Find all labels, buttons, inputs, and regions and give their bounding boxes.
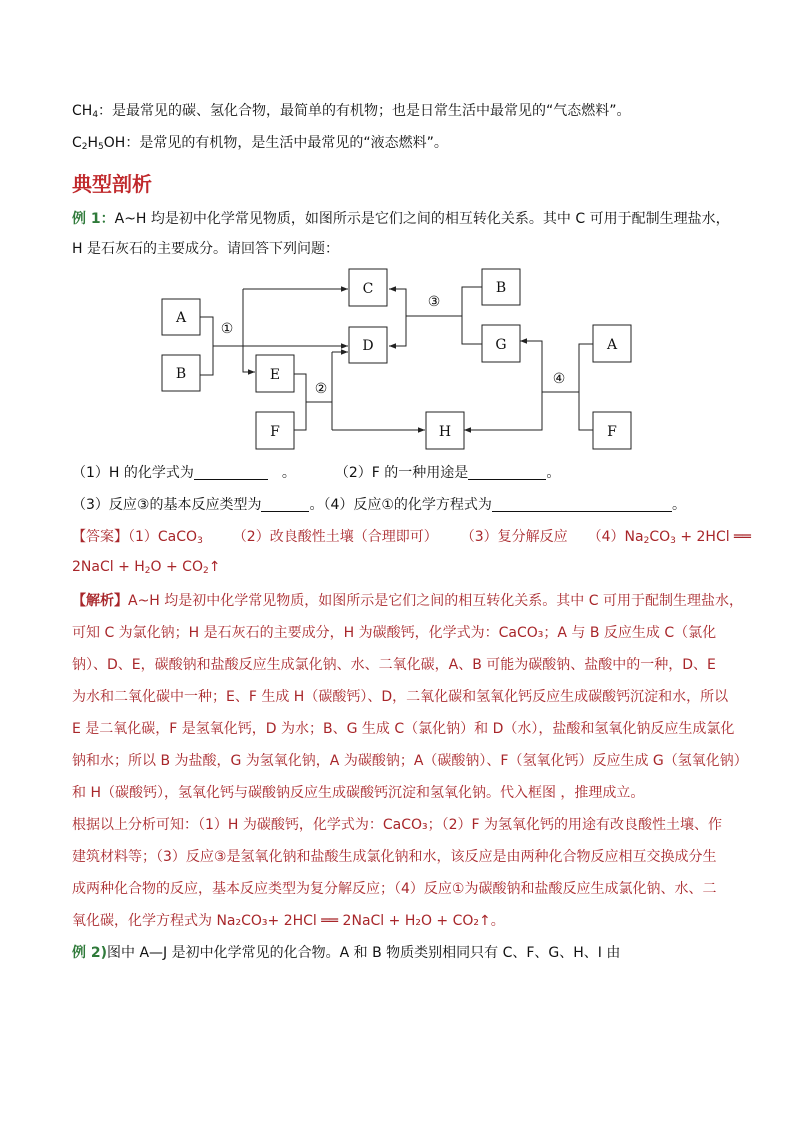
question-row-2: （3）反应③的基本反应类型为 。（4）反应①的化学方程式为 。 <box>72 497 686 513</box>
analysis-line-11: 氧化碳，化学方程式为 Na₂CO₃+ 2HCl ══ 2NaCl + H₂O + CO₂↑。 <box>72 913 505 929</box>
example2-line: 例 2)图中 A—J 是初中化学常见的化合物。A 和 B 物质类别相同只有 C、F、G、H、I 由 <box>72 945 621 961</box>
analysis-line-4: 为水和二氧化碳中一种；E、F 生成 H（碳酸钙）、D，二氧化碳和氢氧化钙反应生成碳酸钙沉淀和水，所以 <box>72 689 729 705</box>
example1-label: 例 1： <box>72 211 115 227</box>
blank-q2 <box>468 465 546 480</box>
analysis-line-10: 成两种化合物的反应，基本反应类型为复分解反应；（4）反应①为碳酸钠和盐酸反应生成氯化钠、水、二 <box>72 881 717 897</box>
analysis-line-5: E 是二氧化碳，F 是氢氧化钙，D 为水；B、G 生成 C（氯化钠）和 D（水），盐酸和氢氧化钠反应生成氯化 <box>72 721 735 737</box>
box-B-left <box>162 355 200 391</box>
analysis-line-1: 【解析】A~H 均是初中化学常见物质，如图所示是它们之间的相互转化关系。其中 C 可用于配制生理盐水， <box>72 593 743 609</box>
analysis-line-7: 和 H（碳酸钙），氢氧化钙与碳酸钠反应生成碳酸钙沉淀和氢氧化钠。代入框图 ，推理成立。 <box>72 785 645 801</box>
svg-text:B: B <box>495 280 507 296</box>
analysis-line-9: 建筑材料等；（3）反应③是氢氧化钠和盐酸生成氯化钠和水，该反应是由两种化合物反应相互交换成分生 <box>72 849 717 865</box>
box-H <box>426 412 464 449</box>
svg-text:D: D <box>362 338 374 354</box>
svg-text:F: F <box>607 424 617 440</box>
intro-line-ethanol: $C_2H_5OH$：是常见的有机物，是生活中最常见的“液态燃料”。 <box>72 135 448 152</box>
box-A-left <box>162 299 200 335</box>
svg-text:G: G <box>495 337 507 353</box>
example1-line2: H 是石灰石的主要成分。请回答下列问题： <box>72 241 339 257</box>
box-F-right <box>593 412 631 449</box>
analysis-line-2: 可知 C 为氯化钠；H 是石灰石的主要成分，H 为碳酸钙，化学式为：CaCO₃；A 与 B 反应生成 C（氯化 <box>72 625 717 641</box>
analysis-line-8: 根据以上分析可知：（1）H 为碳酸钙，化学式为：CaCO₃；（2）F 为氢氧化钙的用途有改良酸性土壤、作 <box>72 817 723 833</box>
svg-text:A: A <box>175 310 187 326</box>
marker-reaction-2: ② <box>314 381 328 397</box>
question-row-1: （1）H 的化学式为 。 （2）F 的一种用途是 。 <box>72 465 561 481</box>
svg-text:F: F <box>270 424 280 440</box>
box-F-left <box>256 412 294 449</box>
blank-q4 <box>492 497 672 512</box>
example2-label: 例 2) <box>72 945 108 961</box>
box-G <box>482 325 520 362</box>
example1-line1: 例 1：A~H 均是初中化学常见物质，如图所示是它们之间的相互转化关系。其中 C 可用于配制生理盐水， <box>72 211 730 227</box>
svg-text:B: B <box>175 366 187 382</box>
svg-text:C: C <box>362 281 374 297</box>
section-title: 典型剖析 <box>72 172 152 196</box>
marker-reaction-3: ③ <box>427 294 441 310</box>
svg-text:E: E <box>269 367 281 383</box>
analysis-line-6: 钠和水；所以 B 为盐酸，G 为氢氧化钠，A 为碳酸钠；A（碳酸钠）、F（氢氧化钙）反应生成 G（氢氧化钠） <box>72 753 748 769</box>
svg-text:H: H <box>438 424 452 440</box>
svg-text:A: A <box>606 337 618 353</box>
box-B-right <box>482 269 520 305</box>
intro-line-ch4: $CH_4$：是最常见的碳、氢化合物，最简单的有机物；也是日常生活中最常见的“气态燃料”。 <box>72 103 631 120</box>
box-C <box>349 269 387 306</box>
marker-reaction-1: ① <box>220 321 234 337</box>
blank-q3 <box>261 497 309 512</box>
answer-line-2: 2NaCl + $H_2O$ + $CO_2↑$ <box>72 559 221 576</box>
blank-q1 <box>194 465 268 480</box>
analysis-line-3: 钠）、D、E，碳酸钠和盐酸反应生成氯化钠、水、二氧化碳，A、B 可能为碳酸钠、盐酸中的一种，D、E <box>72 657 716 673</box>
box-D <box>349 327 387 363</box>
box-E <box>256 355 294 392</box>
box-A-right <box>593 325 631 362</box>
answer-line-1: 【答案】（1）CaCO$_3$ （2）改良酸性土壤（合理即可） （3）复分解反应 $(4)Na_2CO_3 + 2HCl$ ══ <box>72 529 751 546</box>
marker-reaction-4: ④ <box>552 371 566 387</box>
